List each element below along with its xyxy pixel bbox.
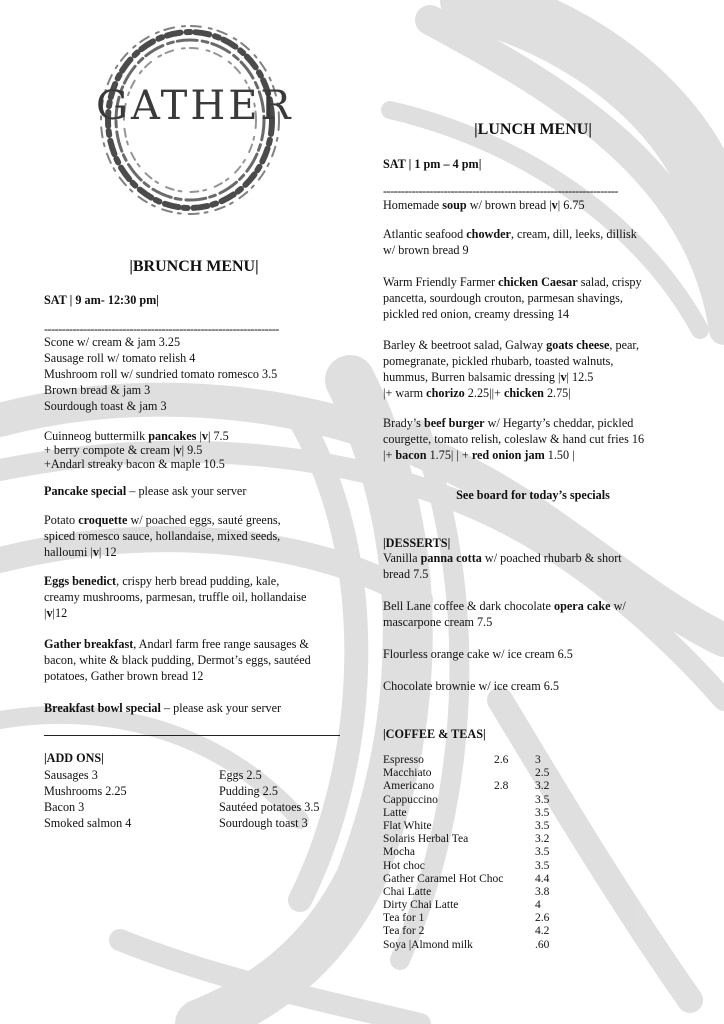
addons-list: [44, 767, 320, 831]
coffee-row: [383, 899, 583, 912]
coffee-price: 2.5: [535, 767, 550, 780]
lunch-divider: ------------------------------------------------------------------: [383, 184, 618, 198]
coffee-row: [383, 794, 583, 807]
coffee-price: 2.6: [535, 912, 550, 925]
coffee-name: Soya |Almond milk: [383, 938, 473, 951]
coffee-name: Espresso: [383, 754, 424, 766]
coffee-name: Americano: [383, 780, 435, 793]
coffee-name: Cappuccino: [383, 793, 438, 806]
coffee-row: [383, 886, 583, 899]
coffee-price: 3: [535, 754, 541, 766]
logo-text: GATHER: [96, 83, 294, 129]
coffee-row: [383, 846, 583, 859]
coffee-price: 3.5: [535, 793, 550, 806]
coffee-name: Flat White: [383, 819, 432, 832]
coffee-price: 3.5: [535, 846, 550, 859]
brunch-title: |BRUNCH MENU|: [129, 258, 259, 275]
coffee-row: [383, 860, 583, 873]
coffee-row: [383, 833, 583, 846]
list-item: Sausage roll w/ tomato relish 4: [44, 351, 196, 366]
pancakes-item: Cuinneog buttermilk pancakes |v| 7.5 + berry compote & cream |v| 9.5 +Andarl streaky bacon & maple 10.5: [44, 429, 229, 471]
opera-cake-item: Bell Lane coffee & dark chocolate opera cake w/ mascarpone cream 7.5: [383, 599, 626, 630]
chowder-item: Atlantic seafood chowder, cream, dill, leeks, dillisk w/ brown bread 9: [383, 227, 637, 258]
coffee-row: [383, 925, 583, 938]
brunch-divider: ------------------------------------------------------------------: [44, 322, 279, 336]
list-item: Scone w/ cream & jam 3.25: [44, 335, 181, 349]
list-item: Sautéed potatoes 3.5: [219, 800, 320, 815]
coffee-name: Mocha: [383, 846, 415, 859]
list-item: Sausages 3: [44, 768, 98, 782]
panna-cotta-item: Vanilla panna cotta w/ poached rhubarb & short bread 7.5: [383, 551, 622, 582]
coffee-name: Gather Caramel Hot Choc: [383, 872, 504, 885]
coffee-row: [383, 767, 583, 780]
list-item: Sourdough toast 3: [219, 816, 308, 831]
list-item: Smoked salmon 4: [44, 816, 132, 831]
list-item: Brown bread & jam 3: [44, 383, 151, 398]
eggs-benedict-item: Eggs benedict, crispy herb bread pudding, kale, creamy mushrooms, parmesan, truffle oil, hollandaise |v|12: [44, 574, 307, 621]
list-item: Eggs 2.5: [219, 768, 262, 782]
coffee-price: 4: [535, 899, 541, 912]
specials-note: See board for today’s specials: [456, 488, 610, 502]
lunch-title: |LUNCH MENU|: [474, 121, 592, 138]
coffee-price-list: [383, 754, 583, 952]
coffee-name: Latte: [383, 806, 407, 819]
beef-burger-item: Brady’s beef burger w/ Hegarty’s cheddar, pickled courgette, tomato relish, coleslaw & hand cut fries 16 |+ bacon 1.75| | + red onion jam 1.50 |: [383, 416, 645, 463]
coffee-single-price: 2.6: [494, 754, 509, 766]
coffee-name: Dirty Chai Latte: [383, 899, 459, 912]
addons-title: |ADD ONS|: [44, 751, 104, 765]
orange-cake-item: Flourless orange cake w/ ice cream 6.5: [383, 647, 573, 661]
list-item: Sourdough toast & jam 3: [44, 399, 167, 414]
goats-cheese-item: Barley & beetroot salad, Galway goats cheese, pear, pomegranate, pickled rhubarb, toasted walnuts, hummus, Burren balsamic dressing |v| 12.5 |+ warm chorizo 2.25||+ chicken 2.75|: [383, 338, 640, 401]
soup-item: Homemade soup w/ brown bread |v| 6.75: [383, 198, 585, 212]
coffee-price: .60: [535, 938, 550, 951]
coffee-name: Tea for 1: [383, 912, 425, 925]
coffee-price: 3.2: [535, 780, 550, 793]
coffee-row: [383, 912, 583, 925]
coffee-price: 3.8: [535, 885, 550, 898]
list-item: Mushroom roll w/ sundried tomato romesco 3.5: [44, 367, 278, 382]
coffee-price: 4.4: [535, 872, 550, 885]
pancake-special-item: Pancake special – please ask your server: [44, 484, 247, 498]
list-item: Pudding 2.5: [219, 784, 278, 799]
coffee-price: 4.2: [535, 925, 550, 938]
list-item: Bacon 3: [44, 800, 85, 815]
coffee-price: 3.5: [535, 819, 550, 832]
brunch-hours: SAT | 9 am- 12:30 pm|: [44, 293, 159, 307]
coffee-single-price: 2.8: [494, 780, 509, 793]
coffee-row: [383, 754, 583, 767]
coffee-row: [383, 939, 583, 952]
list-item: Mushrooms 2.25: [44, 784, 127, 799]
coffee-price: 3.2: [535, 833, 550, 846]
coffee-row: [383, 780, 583, 793]
coffee-name: Macchiato: [383, 767, 432, 780]
breakfast-bowl-special-item: Breakfast bowl special – please ask your server: [44, 701, 282, 715]
coffee-row: [383, 873, 583, 886]
desserts-title: |DESSERTS|: [383, 536, 451, 550]
brunch-simple-list: [44, 334, 344, 414]
coffee-price: 3.5: [535, 806, 550, 819]
coffee-title: |COFFEE & TEAS|: [383, 727, 486, 741]
croquette-item: Potato croquette w/ poached eggs, sauté greens, spiced romesco sauce, hollandaise, mixed seeds, halloumi |v| 12: [44, 513, 281, 560]
coffee-name: Solaris Herbal Tea: [383, 833, 469, 846]
gather-breakfast-item: Gather breakfast, Andarl farm free range sausages & bacon, white & black pudding, Dermot’s eggs, sautéed potatoes, Gather brown bread 12: [44, 637, 311, 684]
coffee-name: Hot choc: [383, 859, 425, 872]
chicken-caesar-item: Warm Friendly Farmer chicken Caesar salad, crispy pancetta, sourdough crouton, parmesan shavings, pickled red onion, creamy dressing 14: [383, 275, 642, 322]
lunch-hours: SAT | 1 pm – 4 pm|: [383, 157, 482, 171]
brownie-item: Chocolate brownie w/ ice cream 6.5: [383, 679, 559, 693]
section-divider: [44, 735, 340, 736]
coffee-name: Chai Latte: [383, 885, 432, 898]
coffee-price: 3.5: [535, 859, 550, 872]
coffee-row: [383, 820, 583, 833]
coffee-name: Tea for 2: [383, 925, 425, 938]
coffee-row: [383, 807, 583, 820]
